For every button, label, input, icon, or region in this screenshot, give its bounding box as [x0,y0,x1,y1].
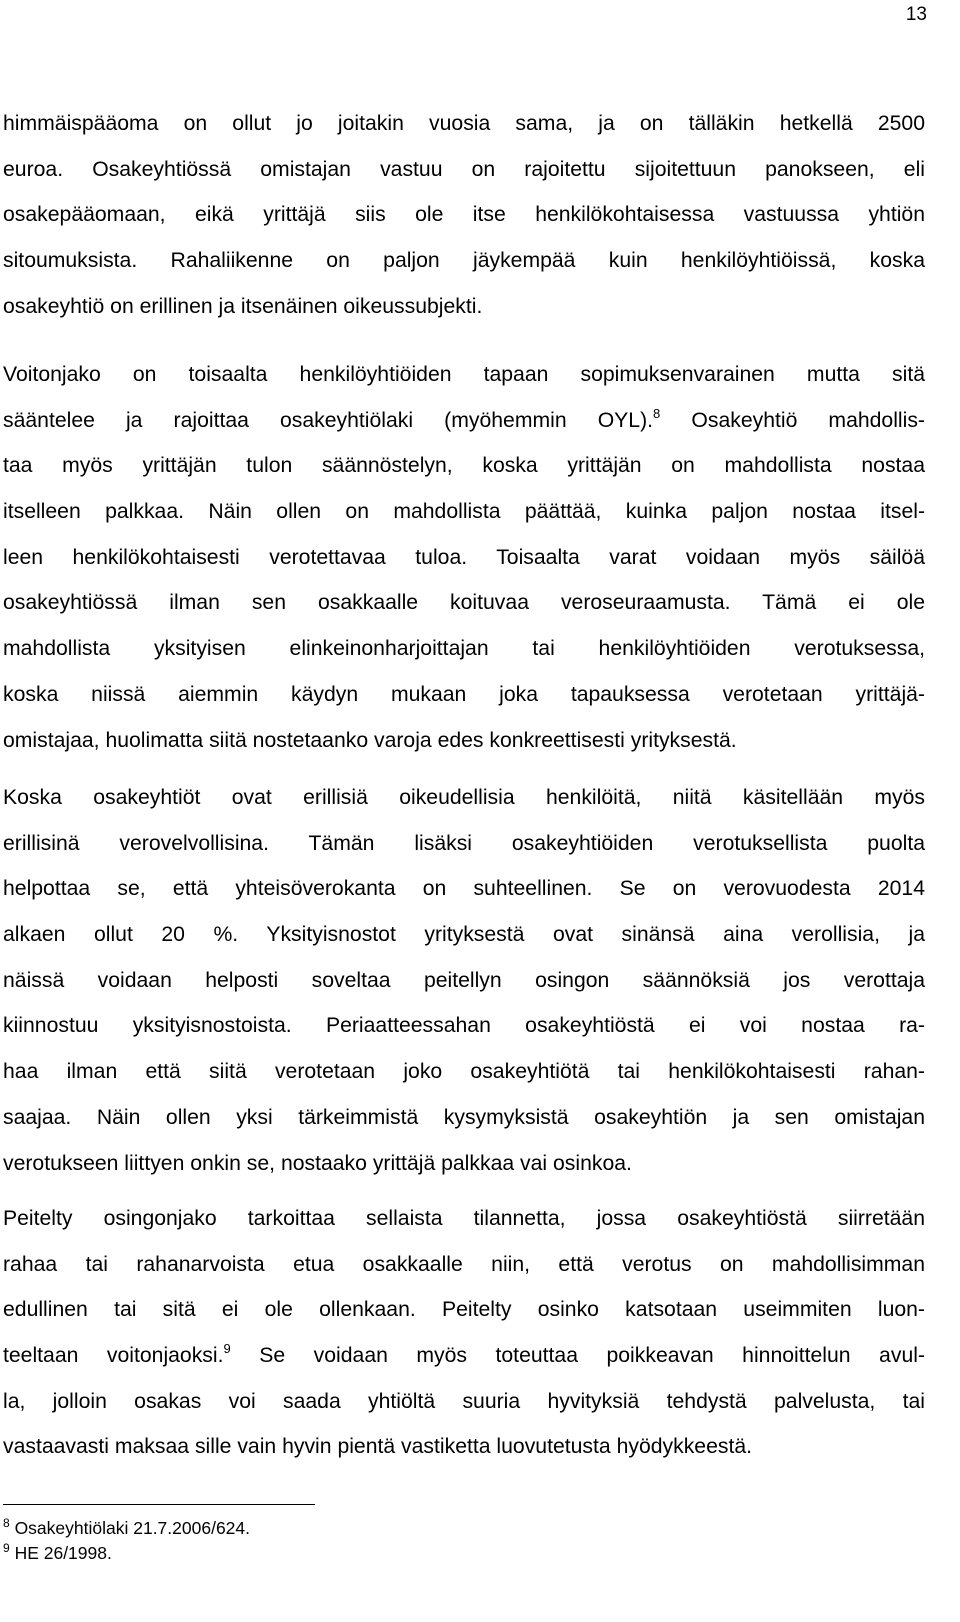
text-line: saajaa. Näin ollen yksi tärkeimmistä kysymyksistä osakeyhtiön ja sen omistajan [3,1105,925,1129]
text-line: Peitelty osingonjako tarkoittaa sellaista tilannetta, jossa osakeyhtiöstä siirretään [3,1207,925,1230]
text-line: osakeyhtiö on erillinen ja itsenäinen oikeussubjekti. [3,294,483,318]
text-line: taa myös yrittäjän tulon säännöstelyn, koska yrittäjän on mahdollista nostaa [3,454,925,478]
text-line: verotukseen liittyen onkin se, nostaako yrittäjä palkkaa vai osinkoa. [3,1151,632,1175]
text-line: leen henkilökohtaisesti verotettavaa tuloa. Toisaalta varat voidaan myös säilöä [3,545,925,569]
paragraph-2 [3,352,925,763]
text-fragment: Se voidaan myös toteuttaa poikkeavan hinnoittelun avul- [230,1344,925,1368]
text-line: näissä voidaan helposti soveltaa peitellyn osingon säännöksiä jos verottaja [3,968,925,992]
text-line: koska niissä aiemmin käydyn mukaan joka tapauksessa verotetaan yrittäjä- [3,682,925,706]
text-fragment: sääntelee ja rajoittaa osakeyhtiölaki (myöhemmin OYL). [3,408,654,432]
footnote-ref-9: 9 [223,1341,231,1357]
footnote-ref-8: 8 [653,405,661,421]
text-line: kiinnostuu yksityisnostoista. Periaatteessahan osakeyhtiöstä ei voi nostaa ra- [3,1014,925,1038]
footnote-number: 9 [3,1541,10,1555]
text-line: vastaavasti maksaa sille vain hyvin pientä vastiketta luovutetusta hyödykkeestä. [3,1435,753,1459]
footnotes [3,1516,250,1566]
text-line: rahaa tai rahanarvoista etua osakkaalle niin, että verotus on mahdollisimman [3,1252,925,1276]
text-line: erillisinä verovelvollisina. Tämän lisäksi osakeyhtiöiden verotuksellista puolta [3,831,925,855]
text-line: la, jolloin osakas voi saada yhtiöltä suuria hyvityksiä tehdystä palvelusta, tai [3,1389,925,1413]
footnote-number: 8 [3,1516,10,1530]
text-line: osakepääomaan, eikä yrittäjä siis ole itse henkilökohtaisessa vastuussa yhtiön [3,203,925,227]
text-line: himmäispääoma on ollut jo joitakin vuosia sama, ja on tälläkin hetkellä 2500 [3,112,925,135]
paragraph-4 [3,1196,925,1470]
text-fragment: Osakeyhtiö mahdollis- [660,408,925,432]
text-line [3,1333,925,1379]
footnote-9 [3,1541,250,1566]
footnote-text: HE 26/1998. [14,1543,112,1563]
text-line: Voitonjako on toisaalta henkilöyhtiöiden tapaan sopimuksenvarainen mutta sitä [3,363,925,386]
footnote-text: Osakeyhtiölaki 21.7.2006/624. [14,1518,251,1538]
text-line: osakeyhtiössä ilman sen osakkaalle koituvaa veroseuraamusta. Tämä ei ole [3,591,925,615]
text-line: omistajaa, huolimatta siitä nostetaanko varoja edes konkreettisesti yrityksestä. [3,728,737,752]
text-fragment: teeltaan voitonjaoksi. [3,1344,224,1368]
text-line: euroa. Osakeyhtiössä omistajan vastuu on rajoitettu sijoitettuun panokseen, eli [3,157,925,181]
page-number: 13 [905,4,927,25]
text-line: alkaen ollut 20 %. Yksityisnostot yrityksestä ovat sinänsä aina verollisia, ja [3,923,925,947]
text-line: sitoumuksista. Rahaliikenne on paljon jäykempää kuin henkilöyhtiöissä, koska [3,249,925,273]
text-line: Koska osakeyhtiöt ovat erillisiä oikeudellisia henkilöitä, niitä käsitellään myös [3,786,925,809]
text-line [3,398,925,444]
paragraph-3 [3,775,925,1186]
footnote-separator [3,1504,315,1505]
paragraph-1 [3,101,925,329]
text-line: mahdollista yksityisen elinkeinonharjoittajan tai henkilöyhtiöiden verotuksessa, [3,637,925,661]
text-line: edullinen tai sitä ei ole ollenkaan. Peitelty osinko katsotaan useimmiten luon- [3,1298,925,1322]
text-line: itselleen palkkaa. Näin ollen on mahdollista päättää, kuinka paljon nostaa itsel- [3,500,925,524]
text-line: haa ilman että siitä verotetaan joko osakeyhtiötä tai henkilökohtaisesti rahan- [3,1060,925,1084]
text-line: helpottaa se, että yhteisöverokanta on suhteellinen. Se on verovuodesta 2014 [3,877,925,901]
footnote-8 [3,1516,250,1541]
